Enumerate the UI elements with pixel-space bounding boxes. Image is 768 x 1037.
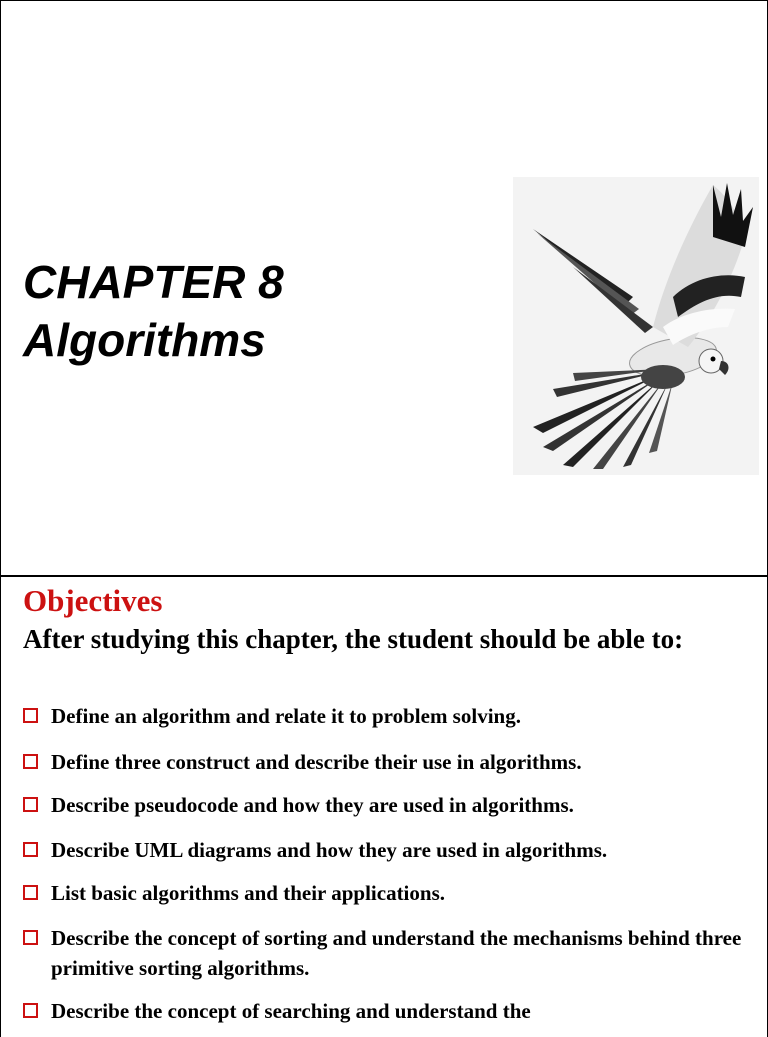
- objective-text: Describe the concept of searching and understand the: [51, 999, 531, 1023]
- objective-text: Describe pseudocode and how they are used in algorithms.: [51, 793, 574, 817]
- objective-item: [23, 923, 763, 983]
- square-bullet-icon: [23, 754, 38, 769]
- chapter-name: Algorithms: [23, 314, 266, 366]
- objective-item: [23, 996, 763, 1026]
- objective-text: Describe the concept of sorting and understand the mechanisms behind three primitive sorting algorithms.: [51, 926, 742, 980]
- objective-text: Define an algorithm and relate it to problem solving.: [51, 704, 521, 728]
- objective-item: [23, 835, 763, 865]
- objective-item: [23, 878, 763, 908]
- square-bullet-icon: [23, 797, 38, 812]
- objective-text: Describe UML diagrams and how they are used in algorithms.: [51, 838, 608, 862]
- objectives-heading: Objectives: [23, 583, 163, 618]
- objective-item: [23, 747, 763, 777]
- chapter-number: CHAPTER 8: [23, 256, 284, 308]
- parrot-illustration: [513, 177, 759, 475]
- objective-item: [23, 790, 763, 820]
- square-bullet-icon: [23, 885, 38, 900]
- objectives-slide: [0, 576, 768, 1037]
- square-bullet-icon: [23, 1003, 38, 1018]
- objective-text: Define three construct and describe their use in algorithms.: [51, 750, 582, 774]
- square-bullet-icon: [23, 708, 38, 723]
- objective-text: List basic algorithms and their applications.: [51, 881, 445, 905]
- square-bullet-icon: [23, 930, 38, 945]
- objective-item: [23, 701, 763, 731]
- square-bullet-icon: [23, 842, 38, 857]
- chapter-title: [23, 253, 284, 369]
- objectives-intro: After studying this chapter, the student should be able to:: [23, 624, 684, 654]
